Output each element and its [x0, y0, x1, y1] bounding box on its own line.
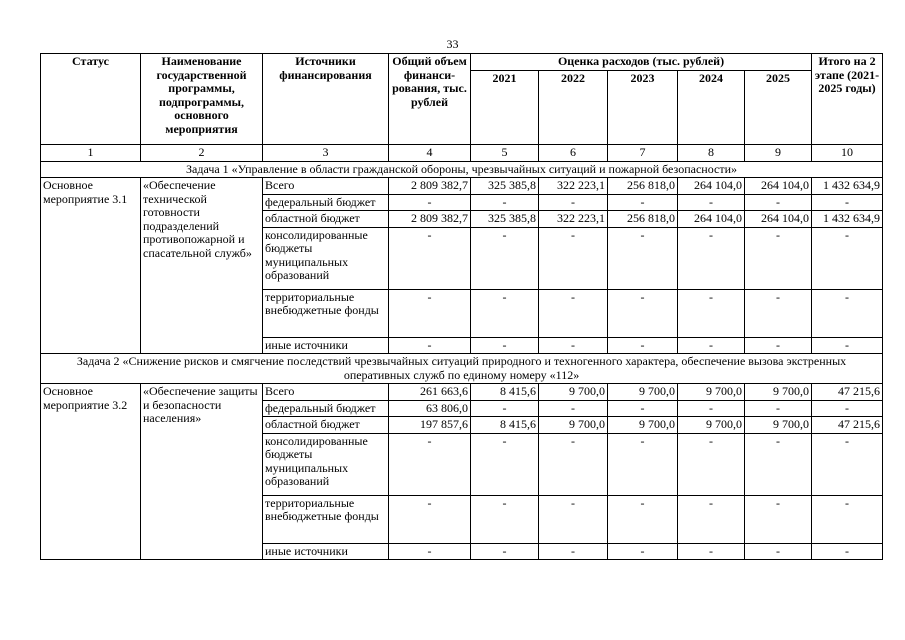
- amount-cell: -: [608, 289, 678, 337]
- column-number: 3: [263, 145, 389, 162]
- amount-cell: -: [812, 194, 883, 211]
- amount-cell: 256 818,0: [608, 211, 678, 228]
- amount-cell: 63 806,0: [389, 400, 471, 417]
- amount-cell: 9 700,0: [539, 384, 608, 401]
- table-row: [41, 178, 883, 195]
- amount-cell: 9 700,0: [608, 384, 678, 401]
- measure-status: Основное мероприятие 3.1: [41, 178, 141, 354]
- amount-cell: 1 432 634,9: [812, 178, 883, 195]
- funding-source: территориальные внебюджетные фонды: [263, 289, 389, 337]
- amount-cell: 9 700,0: [678, 384, 745, 401]
- amount-cell: 325 385,8: [471, 178, 539, 195]
- funding-source: Всего: [263, 384, 389, 401]
- funding-source: иные источники: [263, 337, 389, 354]
- amount-cell: -: [678, 227, 745, 289]
- amount-cell: -: [389, 495, 471, 543]
- amount-cell: 264 104,0: [678, 178, 745, 195]
- header-year-2025: 2025: [745, 71, 812, 145]
- amount-cell: 9 700,0: [539, 417, 608, 434]
- amount-cell: -: [608, 194, 678, 211]
- amount-cell: 9 700,0: [745, 384, 812, 401]
- amount-cell: -: [471, 495, 539, 543]
- column-number: 5: [471, 145, 539, 162]
- funding-source: иные источники: [263, 543, 389, 560]
- page-number: 33: [446, 37, 459, 51]
- amount-cell: -: [389, 227, 471, 289]
- amount-cell: 264 104,0: [745, 178, 812, 195]
- funding-source: консолидированные бюджеты муниципальных образований: [263, 227, 389, 289]
- header-estimate: Оценка расходов (тыс. рублей): [471, 54, 812, 71]
- header-total: Общий объем финанси-рования, тыс. рублей: [389, 54, 471, 145]
- amount-cell: -: [678, 433, 745, 495]
- funding-source: Всего: [263, 178, 389, 195]
- column-number: 7: [608, 145, 678, 162]
- amount-cell: -: [678, 289, 745, 337]
- amount-cell: -: [678, 337, 745, 354]
- amount-cell: -: [471, 194, 539, 211]
- amount-cell: -: [539, 289, 608, 337]
- amount-cell: 47 215,6: [812, 384, 883, 401]
- funding-source: областной бюджет: [263, 211, 389, 228]
- amount-cell: -: [608, 433, 678, 495]
- amount-cell: -: [539, 337, 608, 354]
- measure-name: «Обеспечение технической готовности подразделений противопожарной и спасательной служб»: [141, 178, 263, 354]
- amount-cell: -: [745, 289, 812, 337]
- task-title: Задача 2 «Снижение рисков и смягчение последствий чрезвычайных ситуаций природного и техногенного характера, обеспечение вызова экстренных оперативных служб по единому номеру «112»: [41, 354, 883, 384]
- amount-cell: -: [539, 543, 608, 560]
- amount-cell: 264 104,0: [678, 211, 745, 228]
- amount-cell: -: [608, 337, 678, 354]
- amount-cell: -: [608, 227, 678, 289]
- amount-cell: 9 700,0: [745, 417, 812, 434]
- amount-cell: -: [812, 289, 883, 337]
- amount-cell: -: [471, 543, 539, 560]
- amount-cell: -: [539, 495, 608, 543]
- amount-cell: 47 215,6: [812, 417, 883, 434]
- amount-cell: -: [608, 495, 678, 543]
- amount-cell: -: [389, 194, 471, 211]
- amount-cell: -: [471, 433, 539, 495]
- header-year-2024: 2024: [678, 71, 745, 145]
- amount-cell: -: [678, 495, 745, 543]
- amount-cell: 197 857,6: [389, 417, 471, 434]
- amount-cell: -: [745, 337, 812, 354]
- amount-cell: 322 223,1: [539, 211, 608, 228]
- amount-cell: 9 700,0: [608, 417, 678, 434]
- amount-cell: -: [812, 433, 883, 495]
- task-title: Задача 1 «Управление в области гражданской обороны, чрезвычайных ситуаций и пожарной безопасности»: [41, 161, 883, 178]
- budget-table: [40, 53, 883, 560]
- amount-cell: 261 663,6: [389, 384, 471, 401]
- amount-cell: -: [608, 543, 678, 560]
- header-sources: Источники финансирования: [263, 54, 389, 145]
- header-stage-total: Итого на 2 этапе (2021-2025 годы): [812, 54, 883, 145]
- amount-cell: -: [539, 433, 608, 495]
- amount-cell: -: [539, 400, 608, 417]
- header-status: Статус: [41, 54, 141, 145]
- amount-cell: -: [812, 227, 883, 289]
- column-number: 8: [678, 145, 745, 162]
- amount-cell: 8 415,6: [471, 384, 539, 401]
- amount-cell: 8 415,6: [471, 417, 539, 434]
- amount-cell: -: [471, 400, 539, 417]
- amount-cell: -: [745, 495, 812, 543]
- amount-cell: 256 818,0: [608, 178, 678, 195]
- table-row: [41, 384, 883, 401]
- amount-cell: -: [539, 194, 608, 211]
- amount-cell: -: [471, 289, 539, 337]
- amount-cell: -: [678, 543, 745, 560]
- column-number-row: [41, 145, 883, 162]
- amount-cell: 264 104,0: [745, 211, 812, 228]
- amount-cell: -: [471, 337, 539, 354]
- amount-cell: -: [389, 289, 471, 337]
- amount-cell: 9 700,0: [678, 417, 745, 434]
- measure-status: Основное мероприятие 3.2: [41, 384, 141, 560]
- funding-source: федеральный бюджет: [263, 194, 389, 211]
- amount-cell: -: [745, 194, 812, 211]
- column-number: 9: [745, 145, 812, 162]
- amount-cell: -: [745, 227, 812, 289]
- amount-cell: -: [471, 227, 539, 289]
- amount-cell: -: [678, 400, 745, 417]
- column-number: 6: [539, 145, 608, 162]
- task-title-row: [41, 161, 883, 178]
- amount-cell: 2 809 382,7: [389, 178, 471, 195]
- measure-name: «Обеспечение защиты и безопасности населения»: [141, 384, 263, 560]
- amount-cell: -: [678, 194, 745, 211]
- column-number: 2: [141, 145, 263, 162]
- header-year-2022: 2022: [539, 71, 608, 145]
- amount-cell: -: [608, 400, 678, 417]
- amount-cell: -: [745, 400, 812, 417]
- amount-cell: -: [389, 543, 471, 560]
- amount-cell: -: [745, 543, 812, 560]
- header-name: Наименование государственной программы, подпрограммы, основного мероприятия: [141, 54, 263, 145]
- amount-cell: -: [389, 433, 471, 495]
- funding-source: федеральный бюджет: [263, 400, 389, 417]
- funding-source: территориальные внебюджетные фонды: [263, 495, 389, 543]
- amount-cell: -: [745, 433, 812, 495]
- amount-cell: -: [812, 495, 883, 543]
- amount-cell: -: [812, 400, 883, 417]
- amount-cell: 1 432 634,9: [812, 211, 883, 228]
- funding-source: консолидированные бюджеты муниципальных образований: [263, 433, 389, 495]
- amount-cell: 322 223,1: [539, 178, 608, 195]
- amount-cell: -: [539, 227, 608, 289]
- amount-cell: 325 385,8: [471, 211, 539, 228]
- amount-cell: -: [812, 543, 883, 560]
- amount-cell: -: [389, 337, 471, 354]
- task-title-row: [41, 354, 883, 384]
- amount-cell: 2 809 382,7: [389, 211, 471, 228]
- column-number: 10: [812, 145, 883, 162]
- funding-source: областной бюджет: [263, 417, 389, 434]
- column-number: 1: [41, 145, 141, 162]
- column-number: 4: [389, 145, 471, 162]
- header-year-2021: 2021: [471, 71, 539, 145]
- header-year-2023: 2023: [608, 71, 678, 145]
- amount-cell: -: [812, 337, 883, 354]
